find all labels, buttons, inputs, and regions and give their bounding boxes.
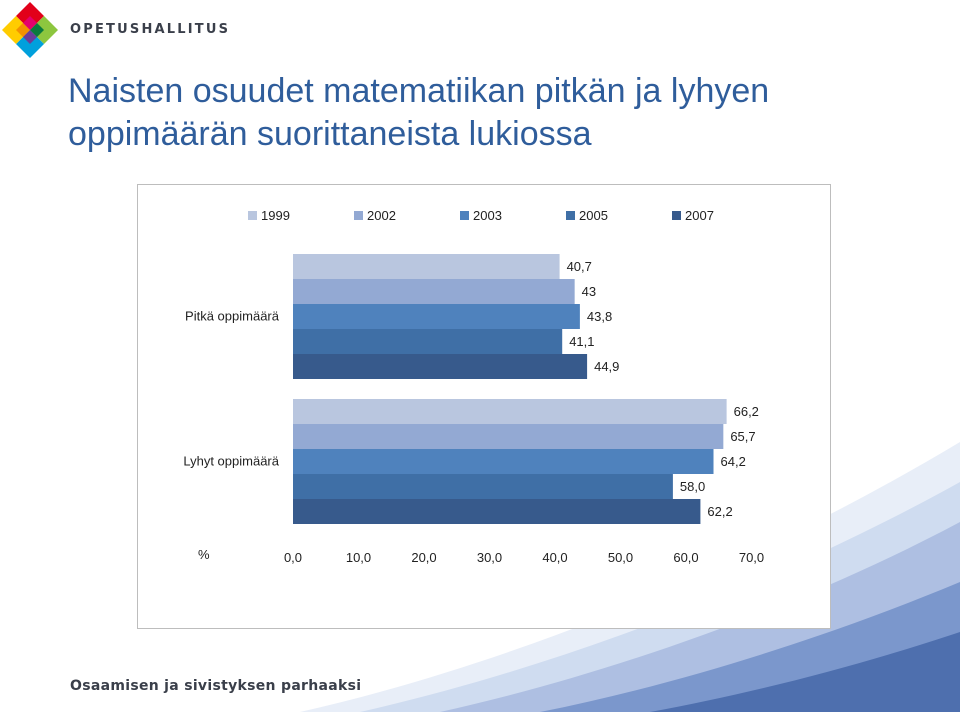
bar-2002-1 bbox=[293, 424, 723, 449]
chart-frame bbox=[137, 184, 831, 629]
data-label-2007-1: 62,2 bbox=[707, 504, 733, 519]
legend-label-2003: 2003 bbox=[473, 207, 502, 223]
data-label-2002-0: 43 bbox=[581, 284, 597, 299]
x-tick-label-4: 40,0 bbox=[542, 550, 568, 565]
legend-swatch-2005 bbox=[566, 211, 575, 220]
legend-label-2007: 2007 bbox=[685, 207, 714, 223]
org-name: OPETUSHALLITUS bbox=[70, 22, 231, 37]
legend-swatch-2003 bbox=[460, 211, 469, 220]
x-tick-label-2: 20,0 bbox=[411, 550, 437, 565]
legend-label-2002: 2002 bbox=[367, 207, 396, 223]
data-label-2003-1: 64,2 bbox=[720, 454, 746, 469]
bar-1999-1 bbox=[293, 399, 727, 424]
footer-tagline: Osaamisen ja sivistyksen parhaaksi bbox=[70, 678, 362, 694]
category-label-1: Lyhyt oppimäärä bbox=[183, 453, 279, 469]
x-tick-label-3: 30,0 bbox=[476, 550, 503, 565]
legend-swatch-2007 bbox=[672, 211, 681, 220]
bar-2002-0 bbox=[293, 279, 575, 304]
bar-2007-1 bbox=[293, 499, 700, 524]
x-tick-label-5: 50,0 bbox=[607, 550, 634, 565]
bar-2003-0 bbox=[293, 304, 580, 329]
data-label-2007-0: 44,9 bbox=[594, 359, 620, 374]
legend-item-2002 bbox=[354, 207, 396, 223]
legend-item-2003 bbox=[460, 207, 502, 223]
legend-item-2005 bbox=[566, 207, 608, 223]
legend-item-1999 bbox=[248, 207, 290, 223]
legend-label-1999: 1999 bbox=[261, 207, 290, 223]
x-tick-label-0: 0,0 bbox=[283, 550, 303, 565]
x-tick-label-1: 10,0 bbox=[345, 550, 372, 565]
data-label-2005-0: 41,1 bbox=[569, 334, 595, 349]
x-tick-label-6: 60,0 bbox=[673, 550, 699, 565]
bar-chart bbox=[138, 185, 830, 628]
bar-2005-1 bbox=[293, 474, 673, 499]
data-label-1999-1: 66,2 bbox=[733, 404, 759, 419]
legend-item-2007 bbox=[672, 207, 714, 223]
x-axis-label: % bbox=[198, 547, 210, 562]
bar-2007-0 bbox=[293, 354, 587, 379]
x-tick-label-7: 70,0 bbox=[738, 550, 765, 565]
legend-swatch-1999 bbox=[248, 211, 257, 220]
bar-2005-0 bbox=[293, 329, 562, 354]
bar-2003-1 bbox=[293, 449, 714, 474]
category-label-0: Pitkä oppimäärä bbox=[185, 308, 279, 324]
data-label-1999-0: 40,7 bbox=[566, 259, 592, 274]
legend-swatch-2002 bbox=[354, 211, 363, 220]
bar-1999-0 bbox=[293, 254, 560, 279]
opetushallitus-logo bbox=[0, 0, 60, 60]
data-label-2003-0: 43,8 bbox=[586, 309, 613, 324]
data-label-2005-1: 58,0 bbox=[679, 479, 706, 494]
legend-label-2005: 2005 bbox=[579, 207, 608, 223]
slide-title: Naisten osuudet matematiikan pitkän ja lyhyen oppimäärän suorittaneista lukiossa bbox=[68, 72, 770, 153]
data-label-2002-1: 65,7 bbox=[730, 429, 756, 444]
